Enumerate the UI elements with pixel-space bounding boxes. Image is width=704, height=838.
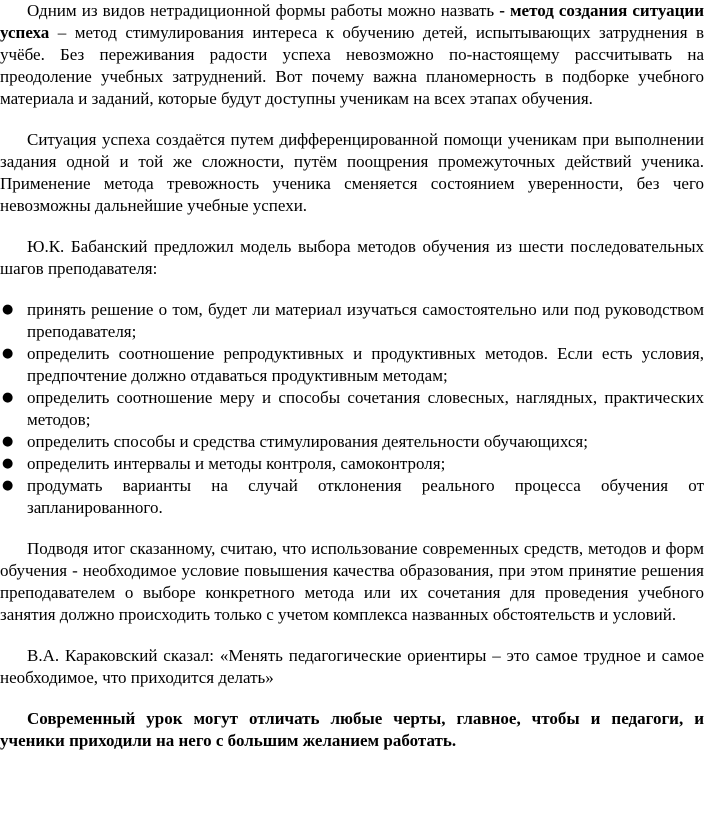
paragraph-gap [0, 110, 704, 129]
paragraph-final-bold: Современный урок могут отличать любые черты, главное, чтобы и педагоги, и ученики приходили на него с большим желанием работать. [0, 709, 704, 750]
paragraph-babansky-model: Ю.К. Бабанский предложил модель выбора методов обучения из шести последовательных шагов преподавателя: [0, 237, 704, 278]
bullet-icon: ● [2, 434, 14, 449]
paragraph-gap [0, 519, 704, 538]
list-item [0, 453, 704, 475]
paragraph-gap [0, 626, 704, 645]
list-item-text: продумать варианты на случай отклонения реального процесса обучения от запланированного. [27, 476, 704, 517]
paragraph-lead-text: Одним из видов нетрадиционной формы работы можно назвать [27, 1, 500, 20]
list-item [0, 475, 704, 519]
bullet-icon: ● [2, 478, 14, 493]
list-item-text: определить соотношение меру и способы сочетания словесных, наглядных, практических методов; [27, 388, 704, 429]
list-item [0, 431, 704, 453]
bullet-icon: ● [2, 456, 14, 471]
steps-bullet-list [0, 299, 704, 519]
paragraph-success-method [0, 0, 704, 110]
paragraph-success-situation: Ситуация успеха создаётся путем дифференцированной помощи ученикам при выполнении задания одной и той же сложности, путём поощрения промежуточных действий ученика. Применение метода тревожность ученика сменяется состоянием уверенности, без чего невозможны дальнейшие учебные успехи. [0, 130, 704, 215]
paragraph-gap [0, 689, 704, 708]
paragraph-karakovsky-quote: В.А. Караковский сказал: «Менять педагогические ориентиры – это самое трудное и самое необходимое, что приходится делать» [0, 646, 704, 687]
bullet-icon: ● [2, 302, 14, 317]
paragraph-gap [0, 217, 704, 236]
list-item [0, 299, 704, 343]
list-item [0, 387, 704, 431]
list-item-text: определить соотношение репродуктивных и продуктивных методов. Если есть условия, предпочтение должно отдаваться продуктивным методам; [27, 344, 704, 385]
paragraph-gap [0, 280, 704, 299]
list-item-text: принять решение о том, будет ли материал изучаться самостоятельно или под руководством преподавателя; [27, 300, 704, 341]
list-item [0, 343, 704, 387]
list-item-text: определить способы и средства стимулирования деятельности обучающихся; [27, 432, 588, 451]
bullet-icon: ● [2, 346, 14, 361]
bullet-icon: ● [2, 390, 14, 405]
method-term-bold: - метод создания ситуации успеха [0, 1, 704, 42]
paragraph-rest-text: – метод стимулирования интереса к обучению детей, испытывающих затруднения в учёбе. Без переживания радости успеха невозможно по-настоящему рассчитывать на преодоление учебных затруднений. Вот почему важна планомерность в подборке учебного материала и заданий, которые будут доступны ученикам на всех этапах обучения. [0, 23, 704, 108]
list-item-text: определить интервалы и методы контроля, самоконтроля; [27, 454, 446, 473]
paragraph-conclusion: Подводя итог сказанному, считаю, что использование современных средств, методов и форм обучения - необходимое условие повышения качества образования, при этом принятие решения преподавателем о выборе конкретного метода или их сочетания для проведения учебного занятия должно происходить только с учетом комплекса названных обстоятельств и условий. [0, 539, 704, 624]
